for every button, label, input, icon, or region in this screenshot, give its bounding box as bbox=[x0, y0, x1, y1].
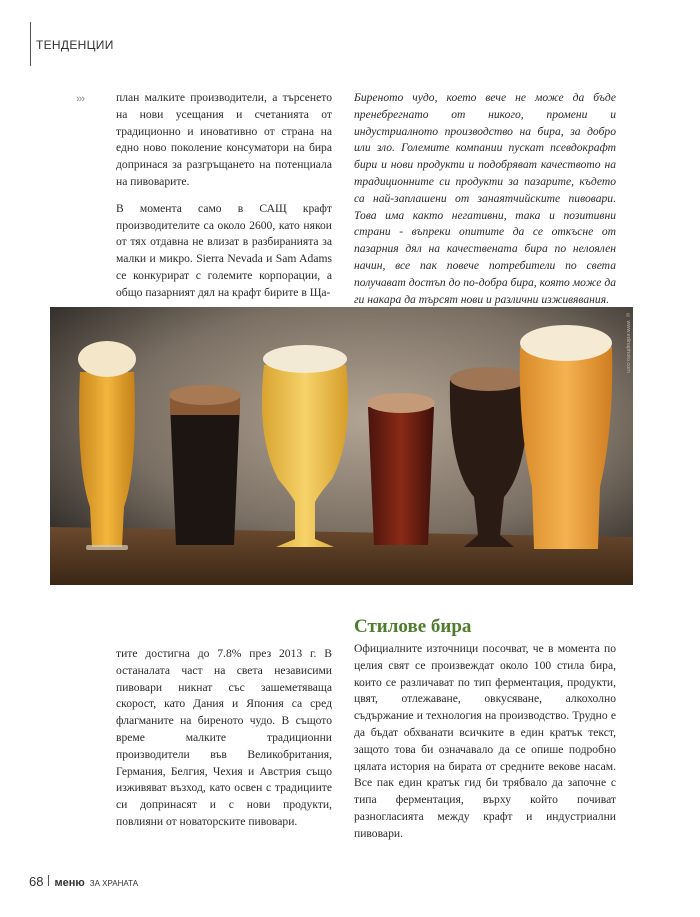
paragraph: Бирeното чудо, което вече не може да бъде пренебрегнато от никого, промени и индустриалното производство на бира, за добро или зло. Големите компании пускат псевдокрафт бири и нови продукти и подобряват качеството на традиционните си продукти за пазарите, където са най-заплашени от занаятчийските пивовари. Това има както негативни, така и позитивни страни - въпреки опитите да се откъсне от пазарния дял на качествената бира по нелоялен начин, все пак повече потребители по света получават достъп до по-добра бира, която може да ги накара да търсят нови и различни изживявания. bbox=[354, 91, 616, 306]
beer-glasses-photo bbox=[50, 307, 633, 585]
column-bottom-left bbox=[116, 646, 332, 841]
paragraph: план малките производители, а търсенето на нови усещания и счетанията от традиционно и иновативно от страна на едно ново поколение консуматори на бира допринася за разгръщането на потенциала на пивоварите. bbox=[116, 91, 332, 188]
section-rule bbox=[30, 22, 31, 66]
page-number: 68 bbox=[29, 874, 44, 889]
paragraph: В момента само в САЩ крафт производителите са около 2600, като някои от тях отдавна не влизат в разбиранията за малки и микро. Sierra Nevada и Sam Adams се конкурират с големите корпорации, а общо пазарният дял на крафт бирите в Ща- bbox=[116, 201, 332, 299]
column-top-right bbox=[354, 90, 616, 318]
column-bottom-right bbox=[354, 641, 616, 853]
page-footer bbox=[29, 874, 138, 889]
section-heading: Стилове бира bbox=[354, 616, 472, 637]
continuation-arrows-icon: ››› bbox=[76, 93, 84, 105]
section-label: ТЕНДЕНЦИИ bbox=[36, 38, 114, 52]
magazine-subtitle: ЗА ХРАНАТА bbox=[89, 879, 139, 888]
magazine-logo: меню bbox=[54, 877, 85, 889]
paragraph: тите достигна до 7.8% през 2013 г. В останалата част на света независими пивовари никнат със зашеметяваща скорост, като Дания и Япония са сред флагманите на биреното чудо. В същото време малките традиционни производители във Великобритания, Германия, Белгия, Чехия и Австрия също изживяват възход, като освен с традициите си допринасят и с нови продукти, повлияни от новаторските пивовари. bbox=[116, 647, 332, 828]
footer-divider bbox=[48, 875, 49, 886]
beer-glasses-illustration bbox=[50, 307, 633, 585]
column-top-left bbox=[116, 90, 332, 312]
photo-credit: © www.edinaphoto.com bbox=[625, 313, 631, 373]
paragraph: Официалните източници посочват, че в момента по целия свят се произвеждат около 100 стила бира, които се различават по тип ферментация, продукти, цвят, отлежаване, овкусяване, алкохолно съдържание и технология на производство. Трудно е да бъдат обхванати всичките в един кратък текст, защото това би означавало да се опише подробно цялата история на бирата от средните векове насам. Все пак един кратък гид би трябвало да започне с типа ферментация, върху който почиват разногласията между крафт и индустриални пивовари. bbox=[354, 642, 616, 840]
